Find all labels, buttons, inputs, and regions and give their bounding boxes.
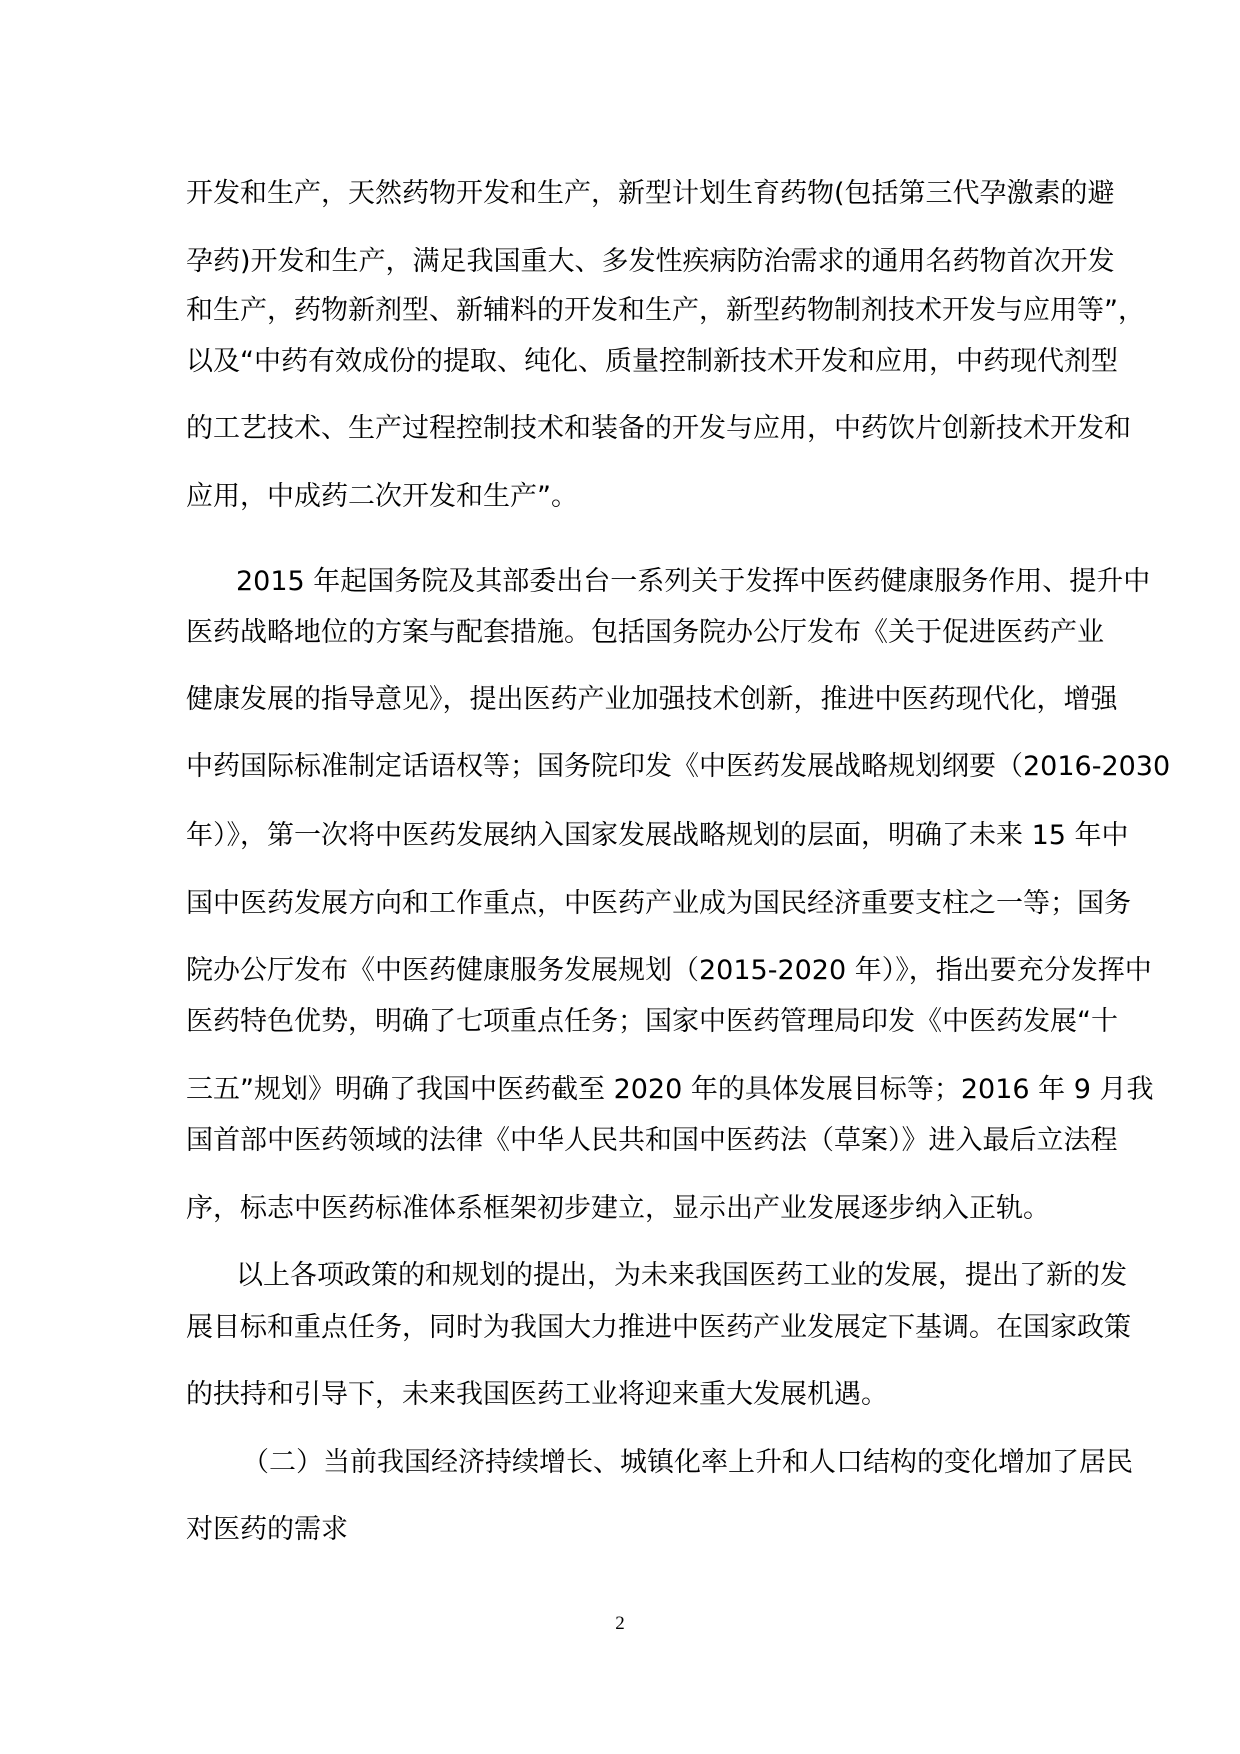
page-number: 2	[615, 1613, 625, 1634]
text-line: 年）》，第一次将中医药发展纳入国家发展战略规划的层面，明确了未来 15 年中	[186, 820, 1129, 851]
paragraph-first-line: 2015 年起国务院及其部委出台一系列关于发挥中医药健康服务作用、提升中	[236, 566, 1151, 597]
text-line: 孕药)开发和生产，满足我国重大、多发性疾病防治需求的通用名药物首次开发	[186, 246, 1115, 277]
section-heading-continuation: 对医药的需求	[186, 1514, 348, 1545]
text-line: 开发和生产，天然药物开发和生产，新型计划生育药物(包括第三代孕激素的避	[186, 178, 1115, 209]
text-line: 中药国际标准制定话语权等；国务院印发《中医药发展战略规划纲要（2016-2030	[186, 751, 1171, 782]
paragraph-first-line: 以上各项政策的和规划的提出，为未来我国医药工业的发展，提出了新的发	[236, 1260, 1127, 1291]
text-line: 和生产，药物新剂型、新辅料的开发和生产，新型药物制剂技术开发与应用等”，	[186, 295, 1145, 326]
text-line: 国中医药发展方向和工作重点，中医药产业成为国民经济重要支柱之一等；国务	[186, 888, 1131, 919]
text-line: 健康发展的指导意见》，提出医药产业加强技术创新，推进中医药现代化，增强	[186, 684, 1118, 715]
text-line: 以及“中药有效成份的提取、纯化、质量控制新技术开发和应用，中药现代剂型	[186, 346, 1118, 377]
text-line: 医药特色优势，明确了七项重点任务；国家中医药管理局印发《中医药发展“十	[186, 1006, 1118, 1037]
text-line: 序，标志中医药标准体系框架初步建立，显示出产业发展逐步纳入正轨。	[186, 1193, 1050, 1224]
text-line: 的扶持和引导下，未来我国医药工业将迎来重大发展机遇。	[186, 1379, 888, 1410]
text-line: 医药战略地位的方案与配套措施。包括国务院办公厅发布《关于促进医药产业	[186, 617, 1104, 648]
text-line: 的工艺技术、生产过程控制技术和装备的开发与应用，中药饮片创新技术开发和	[186, 413, 1131, 444]
text-line: 展目标和重点任务，同时为我国大力推进中医药产业发展定下基调。在国家政策	[186, 1312, 1131, 1343]
text-line: 国首部中医药领域的法律《中华人民共和国中医药法（草案）》进入最后立法程	[186, 1125, 1118, 1156]
text-line: 三五”规划》明确了我国中医药截至 2020 年的具体发展目标等；2016 年 9 月我	[186, 1074, 1154, 1105]
section-heading: （二）当前我国经济持续增长、城镇化率上升和人口结构的变化增加了居民	[242, 1447, 1133, 1478]
text-line: 应用，中成药二次开发和生产”。	[186, 481, 578, 512]
text-line: 院办公厅发布《中医药健康服务发展规划（2015-2020 年）》，指出要充分发挥中	[186, 955, 1152, 986]
